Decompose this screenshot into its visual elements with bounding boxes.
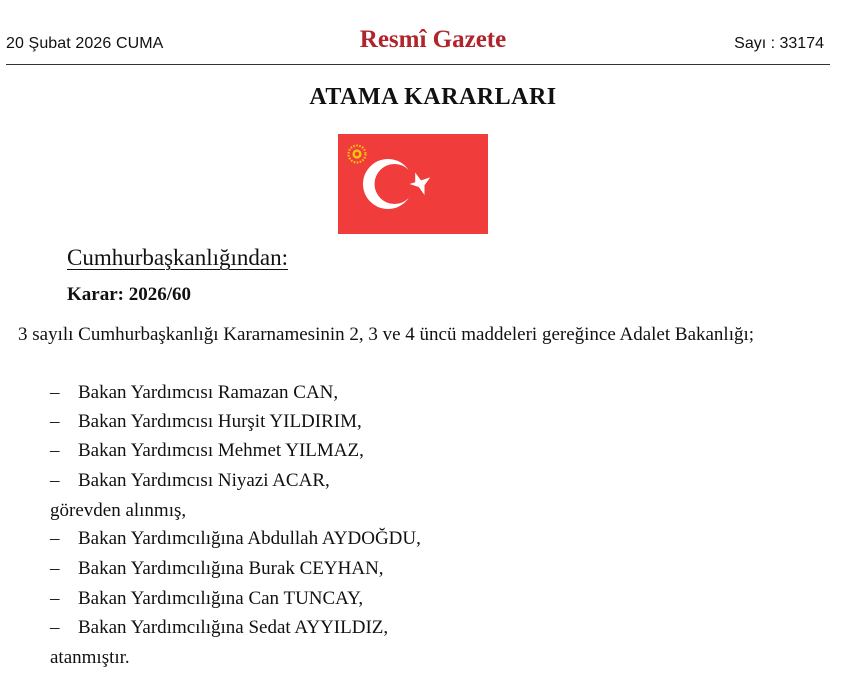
- removed-closing: görevden alınmış,: [50, 500, 187, 521]
- list-dash: –: [50, 411, 60, 432]
- appointed-official: Bakan Yardımcılığına Can TUNCAY,: [78, 588, 364, 609]
- appointed-closing: atanmıştır.: [50, 647, 130, 668]
- list-item: [50, 470, 330, 492]
- removed-official: Bakan Yardımcısı Hurşit YILDIRIM,: [78, 411, 362, 432]
- list-item: [50, 588, 363, 610]
- issue-date: 20 Şubat 2026 CUMA: [6, 35, 164, 52]
- issuing-authority: Cumhurbaşkanlığından:: [67, 245, 289, 270]
- appointed-official: Bakan Yardımcılığına Abdullah AYDOĞDU,: [78, 528, 421, 549]
- list-item: [50, 617, 388, 639]
- header-divider: [6, 64, 830, 65]
- decision-intro: 3 sayılı Cumhurbaşkanlığı Kararnamesinin 2, 3 ve 4 üncü maddeleri gereğince Adalet Bakanlığı;: [18, 324, 755, 345]
- list-item: [50, 558, 384, 580]
- list-item: [50, 411, 362, 433]
- issue-number: Sayı : 33174: [734, 35, 824, 52]
- list-dash: –: [50, 528, 60, 549]
- section-heading: ATAMA KARARLARI: [309, 84, 557, 110]
- appointed-official: Bakan Yardımcılığına Burak CEYHAN,: [78, 558, 384, 579]
- list-item: [50, 440, 364, 462]
- removed-official: Bakan Yardımcısı Mehmet YILMAZ,: [78, 440, 364, 461]
- removed-official: Bakan Yardımcısı Ramazan CAN,: [78, 382, 339, 403]
- list-dash: –: [50, 440, 60, 461]
- list-dash: –: [50, 617, 60, 638]
- appointed-official: Bakan Yardımcılığına Sedat AYYILDIZ,: [78, 617, 389, 638]
- list-dash: –: [50, 588, 60, 609]
- list-dash: –: [50, 382, 60, 403]
- turkish-flag-icon: [338, 134, 488, 234]
- list-dash: –: [50, 470, 60, 491]
- list-item: [50, 528, 421, 550]
- list-dash: –: [50, 558, 60, 579]
- list-item: [50, 382, 338, 404]
- decision-number: Karar: 2026/60: [67, 284, 192, 305]
- gazette-title: Resmî Gazete: [359, 26, 507, 53]
- removed-official: Bakan Yardımcısı Niyazi ACAR,: [78, 470, 330, 491]
